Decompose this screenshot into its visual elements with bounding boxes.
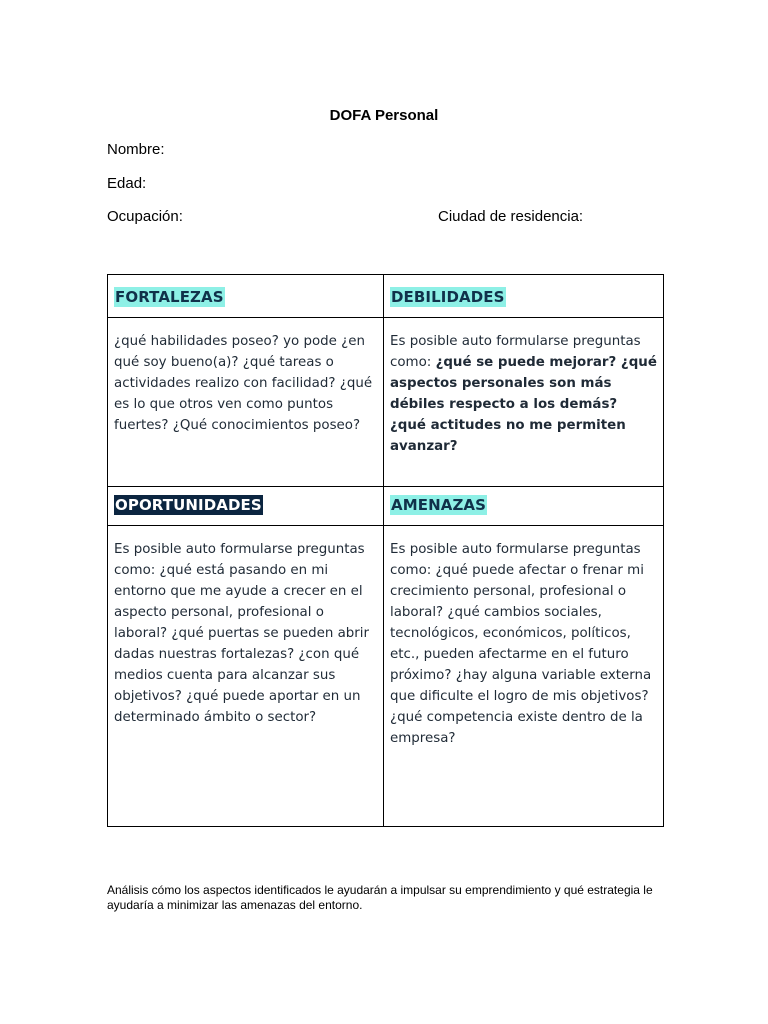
field-ciudad-residencia: Ciudad de residencia: <box>438 208 584 225</box>
cell-debilidades-header <box>384 275 664 318</box>
debilidades-text-plain: Es posible auto formularse preguntas como: <box>390 334 641 370</box>
cell-amenazas-header <box>384 487 664 526</box>
fortalezas-text: ¿qué habilidades poseo? yo pode ¿en qué soy bueno(a)? ¿qué tareas o actividades realizo con facilidad? ¿qué es lo que otros ven como puntos fuertes? ¿Qué conocimientos poseo? <box>114 334 373 433</box>
table-row-header-bottom <box>108 487 664 526</box>
cell-oportunidades-header <box>108 487 384 526</box>
cell-fortalezas-text <box>108 318 384 487</box>
footer-note: Análisis cómo los aspectos identificados le ayudarán a impulsar su emprendimiento y qué estrategia le ayudaría a minimizar las amenazas del entorno. <box>107 883 653 912</box>
cell-amenazas-text <box>384 526 664 827</box>
field-nombre: Nombre: <box>107 141 165 158</box>
amenazas-text: Es posible auto formularse preguntas como: ¿qué puede afectar o frenar mi crecimiento personal, profesional o laboral? ¿qué cambios sociales, tecnológicos, económicos, políticos, etc., pueden afectarme en el futuro próximo? ¿hay alguna variable externa que dificulte el logro de mis objetivos? ¿qué competencia existe dentro de la empresa? <box>390 542 652 746</box>
cell-debilidades-text <box>384 318 664 487</box>
field-ocupacion: Ocupación: <box>107 208 183 225</box>
fortalezas-label: FORTALEZAS <box>115 288 224 306</box>
table-row-body-top <box>108 318 664 487</box>
dofa-table <box>107 274 664 827</box>
oportunidades-label: OPORTUNIDADES <box>115 496 262 514</box>
cell-oportunidades-text <box>108 526 384 827</box>
cell-fortalezas-header <box>108 275 384 318</box>
oportunidades-text: Es posible auto formularse preguntas como: ¿qué está pasando en mi entorno que me ayude a crecer en el aspecto personal, profesional o laboral? ¿qué puertas se pueden abrir dadas nuestras fortalezas? ¿con qué medios cuenta para alcanzar sus objetivos? ¿qué puede aportar en un determinado ámbito o sector? <box>114 542 370 725</box>
document-title: DOFA Personal <box>329 107 439 124</box>
amenazas-label: AMENAZAS <box>391 496 487 514</box>
field-edad: Edad: <box>107 175 147 192</box>
table-row-body-bottom <box>108 526 664 827</box>
debilidades-label: DEBILIDADES <box>391 288 505 306</box>
debilidades-text-bold: ¿qué se puede mejorar? ¿qué aspectos personales son más débiles respecto a los demás? ¿qué actitudes no me permiten avanzar? <box>390 355 657 454</box>
table-row-header-top <box>108 275 664 318</box>
